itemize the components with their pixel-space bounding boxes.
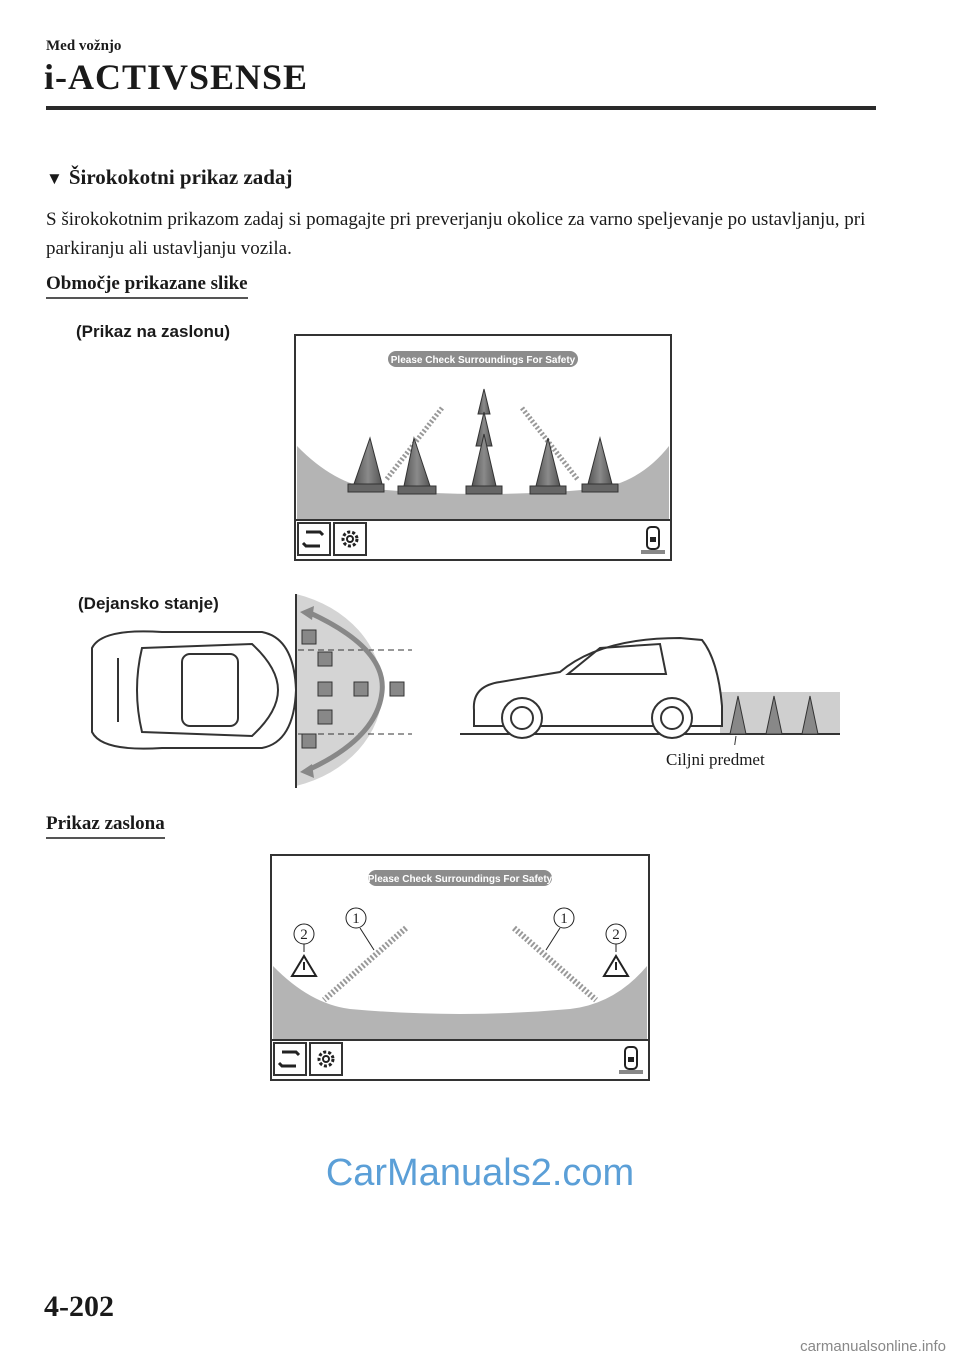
intro-paragraph: S širokokotnim prikazom zadaj si pomagajte pri preverjanju okolice za varno speljevanje po ustavljanju, pri parkiranju ali ustavljanju vozila. [46, 209, 866, 259]
gear-icon [310, 1043, 342, 1075]
breadcrumb: Med vožnjo [46, 38, 122, 54]
camera-switch-icon [298, 523, 330, 555]
subheading-display-area: Območje prikazane slike [46, 273, 248, 299]
svg-text:2: 2 [300, 927, 308, 943]
side-view-diagram [460, 630, 842, 745]
svg-text:2: 2 [612, 927, 620, 943]
watermark: CarManuals2.com [325, 1152, 635, 1194]
display-banner-text: Please Check Surroundings For Safety [367, 874, 553, 885]
screen-view-label: (Prikaz na zaslonu) [76, 322, 230, 341]
svg-text:1: 1 [560, 911, 568, 927]
top-view-diagram [82, 588, 422, 793]
triangle-down-icon: ▼ [46, 169, 63, 188]
section-heading-text: Širokokotni prikaz zadaj [68, 165, 293, 189]
section-heading [46, 165, 292, 190]
actual-view-label: (Dejansko stanje) [78, 594, 219, 613]
camera-switch-icon [274, 1043, 306, 1075]
car-side-view [474, 638, 722, 738]
page-number: 4-202 [44, 1290, 114, 1323]
gear-icon [334, 523, 366, 555]
screen-view-figure [294, 334, 672, 562]
chapter-title: i-ACTIVSENSE [44, 57, 309, 97]
car-top-view [92, 631, 296, 748]
screen-display-figure [270, 854, 650, 1082]
target-label: Ciljni predmet [666, 750, 765, 769]
svg-text:1: 1 [352, 911, 360, 927]
subheading-screen-display: Prikaz zaslona [46, 813, 165, 839]
site-mark: carmanualsonline.info [800, 1338, 946, 1355]
screen-banner-text: Please Check Surroundings For Safety [390, 355, 576, 366]
header-rule [46, 106, 876, 110]
